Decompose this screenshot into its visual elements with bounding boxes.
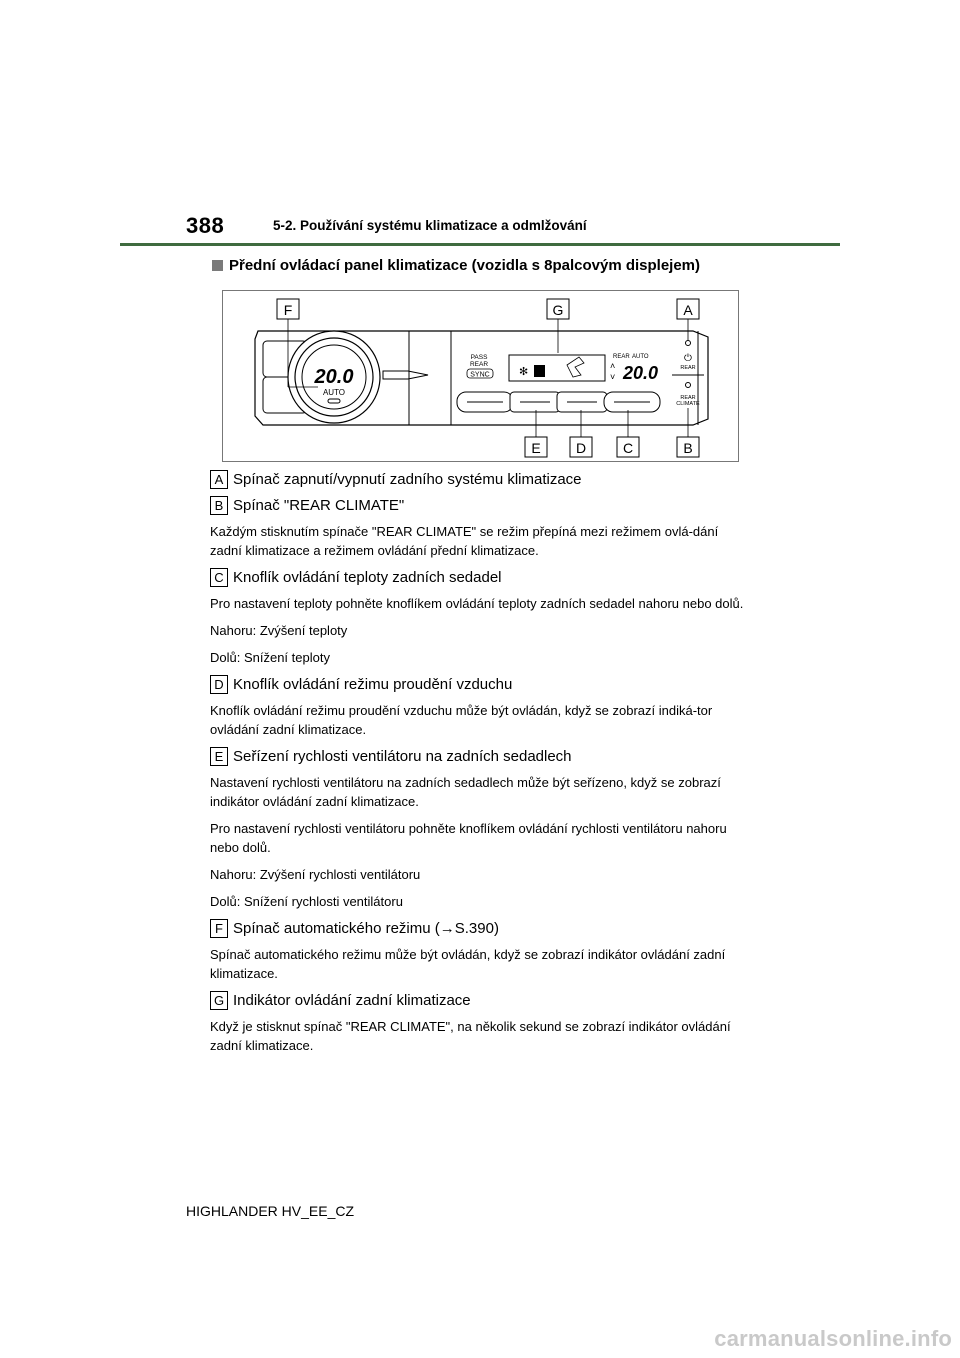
down-arrow-icon: ˅ [610,372,616,382]
item-d [210,675,750,739]
item-title-d [210,675,750,694]
item-c-text-2: Nahoru: Zvýšení teploty [210,623,348,638]
callout-b: B [683,440,693,456]
climate-panel-figure [222,290,739,462]
letter-box-f: F [210,919,228,938]
item-a [210,470,750,489]
callout-a: A [683,302,693,318]
letter-box-g: G [210,991,228,1010]
left-temp-display: 20.0 [314,366,354,388]
item-e [210,747,750,911]
section-title: 5-2. Používání systému klimatizace a odmlžování [273,218,587,233]
subheading [212,257,700,274]
letter-box-a: A [210,470,228,489]
square-bullet-icon [212,260,223,271]
sync-label: SYNC [470,371,490,379]
pass-label: PASS [470,354,488,361]
rear-climate-label-1: REAR [680,395,696,401]
item-title-text-b: Spínač "REAR CLIMATE" [233,497,405,514]
header-rule [120,243,840,246]
letter-box-e: E [210,747,228,766]
item-c-text-1: Pro nastavení teploty pohněte knoflíkem ovládání teploty zadních sedadel nahoru nebo dolů. [210,596,744,611]
item-f-text-1: Spínač automatického režimu může být ovládán, když se zobrazí indikátor ovládání zadní klimatizace. [210,947,726,981]
rear-button-label: REAR [680,365,696,371]
right-temp-display: 20.0 [623,363,659,383]
item-e-text-2: Pro nastavení rychlosti ventilátoru pohněte knoflíkem ovládání rychlosti ventilátoru nahoru nebo dolů. [210,821,727,855]
letter-box-b: B [210,496,228,515]
watermark: carmanualsonline.info [714,1326,952,1351]
item-title-text-c: Knoflík ovládání teploty zadních sedadel [233,569,502,586]
item-title-text-f: Spínač automatického režimu (→S.390) [233,920,499,937]
item-e-text-1: Nastavení rychlosti ventilátoru na zadních sedadlech může být seřízeno, když se zobrazí indikátor ovládání zadní klimatizace. [210,775,721,809]
item-title-text-e: Seřízení rychlosti ventilátoru na zadních sedadlech [233,748,572,765]
item-title-text-g: Indikátor ovládání zadní klimatizace [233,992,471,1009]
callout-f: F [283,302,293,318]
rear-auto-label-auto: AUTO [632,354,649,360]
rear-climate-label-2: CLIMATE [676,401,700,407]
power-icon: ⏻ [684,353,692,364]
left-auto-label: AUTO [322,388,346,397]
page-number: 388 [186,213,225,238]
item-e-text-3: Nahoru: Zvýšení rychlosti ventilátoru [210,867,421,882]
item-title-text-a: Spínač zapnutí/vypnutí zadního systému klimatizace [233,471,582,488]
item-f [210,919,750,983]
item-list [210,470,750,1063]
item-e-text-4: Dolů: Snížení rychlosti ventilátoru [210,894,403,909]
callout-d: D [575,440,587,456]
callout-e: E [531,440,541,456]
item-d-text-1: Knoflík ovládání režimu proudění vzduchu může být ovládán, když se zobrazí indiká-tor ovládání zadní klimatizace. [210,703,713,737]
letter-box-d: D [210,675,228,694]
callout-g: G [552,302,564,318]
footer-model: HIGHLANDER HV_EE_CZ [186,1203,355,1219]
item-title-f [210,919,750,938]
item-g [210,991,750,1055]
fan-icon: ✻ [519,366,529,378]
climate-panel-illustration [223,291,738,461]
item-title-b [210,496,750,515]
rear-auto-label-rear: REAR [613,354,630,360]
up-arrow-icon: ˄ [610,361,616,371]
rear-sync-label: REAR [469,361,489,368]
item-title-text-d: Knoflík ovládání režimu proudění vzduchu [233,676,513,693]
item-b [210,496,750,560]
item-title-g [210,991,750,1010]
item-c [210,568,750,667]
item-title-c [210,568,750,587]
item-g-text-1: Když je stisknut spínač "REAR CLIMATE", na několik sekund se zobrazí indikátor ovládání zadní klimatizace. [210,1019,731,1053]
item-c-text-3: Dolů: Snížení teploty [210,650,330,665]
letter-box-c: C [210,568,228,587]
item-b-text-1: Každým stisknutím spínače "REAR CLIMATE" se režim přepíná mezi režimem ovlá-dání zadní klimatizace a režimem ovládání přední klimatizace. [210,524,719,558]
callout-c: C [622,440,634,456]
item-title-a [210,470,750,489]
subheading-text: Přední ovládací panel klimatizace (vozidla s 8palcovým displejem) [229,257,701,274]
item-title-e [210,747,750,766]
